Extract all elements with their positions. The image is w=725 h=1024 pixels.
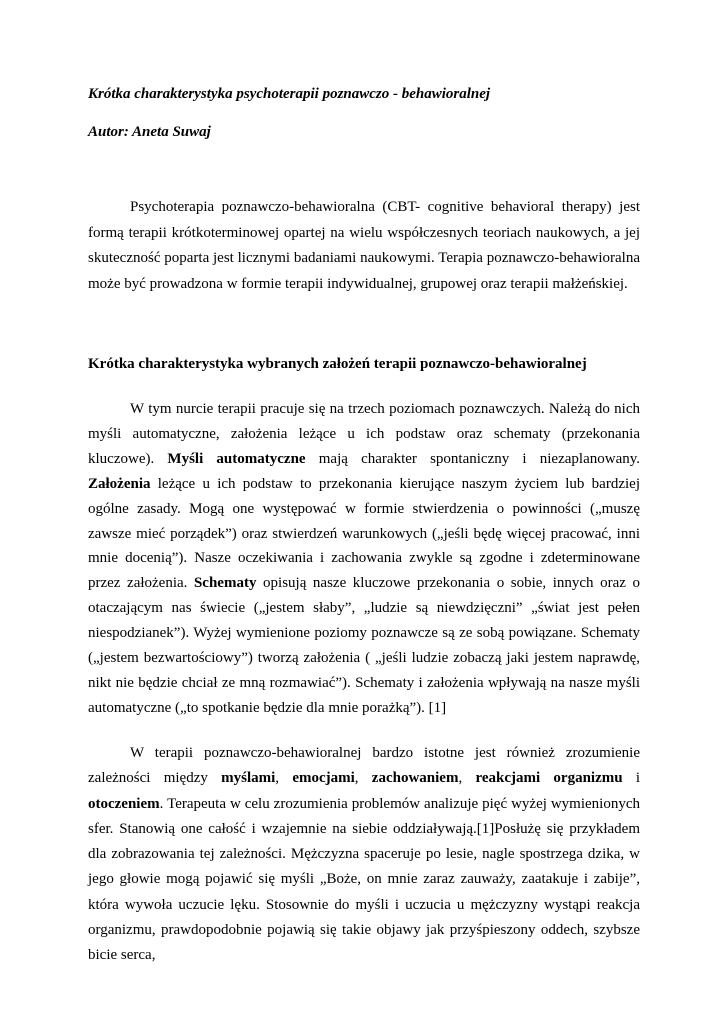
term-environment: otoczeniem [88, 795, 160, 812]
document-title: Krótka charakterystyka psychoterapii poznawczo - behawioralnej [88, 86, 491, 102]
paragraph-text: W tym nurcie terapii pracuje się na trzech poziomach poznawczych. Należą do nich myśli automatyczne, założenia leżące u ich podstaw oraz schematy (przekonania kluczowe). [88, 401, 640, 467]
term-emotions: emocjami [292, 770, 355, 787]
paragraph-text: W terapii poznawczo-behawioralnej bardzo istotne jest również zrozumienie zależności między [88, 745, 640, 787]
term-schemas: Schematy [193, 575, 257, 592]
term-automatic-thoughts: Myśli automatyczne [167, 450, 306, 467]
paragraph-text: , [354, 770, 372, 787]
paragraph-text: , [458, 770, 476, 787]
paragraph-text: , [275, 770, 293, 787]
term-behavior: zachowaniem [371, 770, 459, 787]
paragraph-text: opisują nasze kluczowe przekonania o sobie, innych oraz o otaczającym nas świecie („jestem słaby”, „ludzie są niewdzięczni” „świat jest pełen niespodzianek”). Wyżej wymienione poziomy poznawcze są ze sobą powiązane. Schematy („jestem bezwartościowy”) tworzą założenia ( „jeśli ludzie zobaczą jaki jestem naprawdę, nikt nie będzie chciał ze mną rozmawiać”). Schematy i założenia wpływają na nasze myśli automatyczne („to spotkanie będzie dla mnie porażką”). [1] [88, 575, 640, 716]
paragraph-text: . Terapeuta w celu zrozumienia problemów analizuje pięć wyżej wymienionych sfer. Stanowią one całość i wzajemnie na siebie oddziaływają.[1]Posłużę się przykładem dla zobrazowania tej zależności. Mężczyzna spaceruje po lesie, nagle spostrzega dzika, w jego głowie mogą pojawić się myśli „Boże, on mnie zaraz zauważy, zaatakuje i zabije”, która wywoła uczucie lęku. Stosownie do myśli i uczucia u mężczyzny wystąpi reakcja organizmu, prawdopodobnie pojawią się takie objawy jak przyśpieszony oddech, szybsze bicie serca, [88, 795, 640, 964]
section-heading: Krótka charakterystyka wybranych założeń terapii poznawczo-behawioralnej [88, 356, 587, 372]
paragraph-text: mają charakter spontaniczny i niezaplanowany. [305, 450, 640, 467]
intro-paragraph: Psychoterapia poznawczo-behawioralna (CBT- cognitive behavioral therapy) jest formą terapii krótkoterminowej opartej na wielu współczesnych teoriach naukowych, a jej skuteczność poparta jest licznymi badaniami naukowymi. Terapia poznawczo-behawioralna może być prowadzona w formie terapii indywidualnej, grupowej oraz terapii małżeńskiej. [88, 199, 640, 292]
model-paragraph [88, 741, 640, 969]
paragraph-text: i [622, 770, 641, 787]
document-author: Autor: Aneta Suwaj [88, 124, 211, 140]
term-body-reactions: reakcjami organizmu [475, 770, 623, 787]
term-assumptions: Założenia [88, 475, 151, 492]
term-thoughts: myślami [221, 770, 276, 787]
levels-paragraph [88, 397, 640, 721]
paragraph-text: leżące u ich podstaw to przekonania kierujące naszym życiem lub bardziej ogólne zasady. Mogą one występować w formie stwierdzenia o powinności („muszę zawsze mieć porządek”) oraz stwierdzeń warunkowych („jeśli będę więcej pracować, inni mnie docenią”). Nasze oczekiwania i zachowania zwykle są zgodne i zdeterminowane przez założenia. [88, 475, 640, 592]
